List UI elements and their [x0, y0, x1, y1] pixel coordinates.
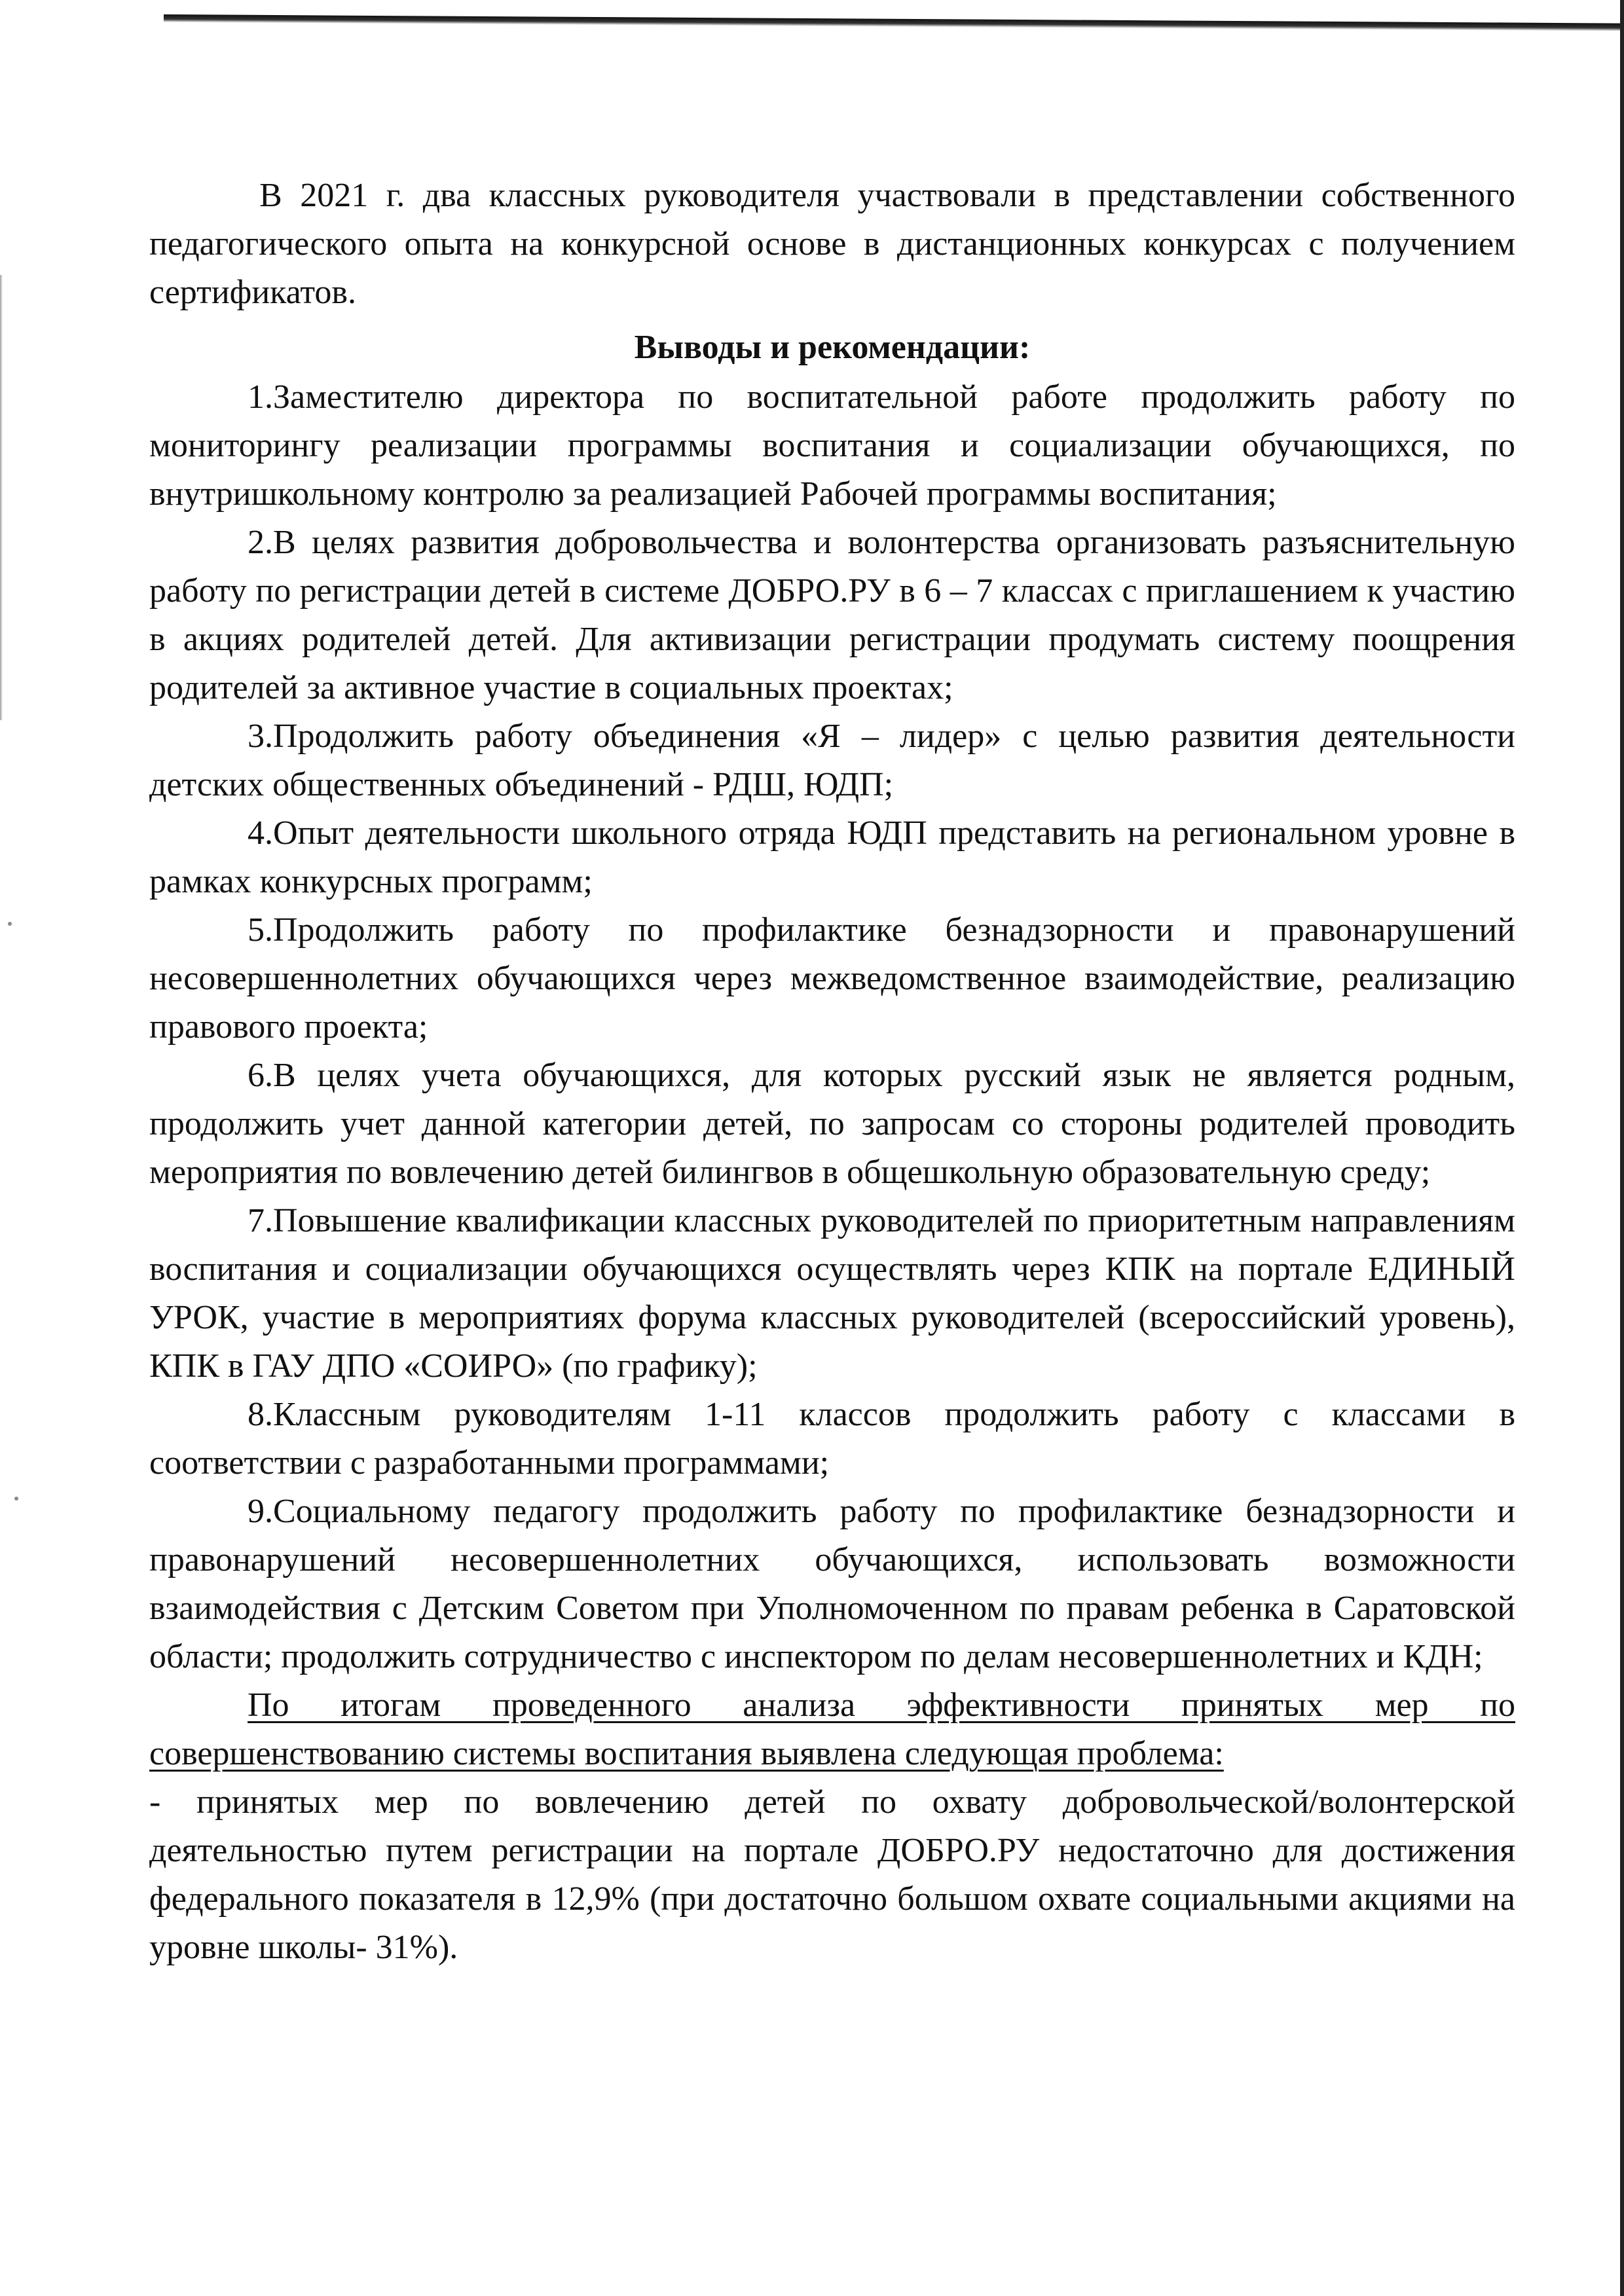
document-page	[149, 172, 1515, 1972]
scan-shadow-left	[0, 275, 3, 720]
problem-intro: По итогам проведенного анализа эффективности принятых мер по совершенствованию системы воспитания выявлена следующая проблема:	[149, 1686, 1515, 1772]
recommendation-item: 6.В целях учета обучающихся, для которых русский язык не является родным, продолжить учет данной категории детей, по запросам со стороны родителей проводить мероприятия по вовлечению детей билингвов в общешкольную образовательную среду;	[149, 1057, 1515, 1191]
problem-statement: - принятых мер по вовлечению детей по охвату добровольческой/волонтерской деятельностью путем регистрации на портале ДОБРО.РУ недостаточно для достижения федерального показателя в 12,9% (при достаточно большом охвате социальными акциями на уровне школы- 31%).	[149, 1783, 1515, 1966]
intro-paragraph: В 2021 г. два классных руководителя участвовали в представлении собственного педагогического опыта на конкурсной основе в дистанционных конкурсах с получением сертификатов.	[149, 177, 1515, 311]
scan-speck	[8, 922, 12, 926]
scan-shadow-right	[1620, 0, 1624, 2296]
recommendation-item: 3.Продолжить работу объединения «Я – лидер» с целью развития деятельности детских общественных объединений - РДШ, ЮДП;	[149, 718, 1515, 803]
recommendation-item: 2.В целях развития добровольчества и волонтерства организовать разъяснительную работу по регистрации детей в системе ДОБРО.РУ в 6 – 7 классах с приглашением к участию в акциях родителей детей. Для активизации регистрации продумать систему поощрения родителей за активное участие в социальных проектах;	[149, 524, 1515, 706]
scan-shadow-top	[164, 14, 1624, 31]
recommendation-item: 4.Опыт деятельности школьного отряда ЮДП представить на региональном уровне в рамках конкурсных программ;	[149, 814, 1515, 900]
recommendation-item: 7.Повышение квалификации классных руководителей по приоритетным направлениям воспитания и социализации обучающихся осуществлять через КПК на портале ЕДИНЫЙ УРОК, участие в мероприятиях форума классных руководителей (всероссийский уровень), КПК в ГАУ ДПО «СОИРО» (по графику);	[149, 1202, 1515, 1385]
section-heading: Выводы и рекомендации:	[634, 329, 1031, 366]
recommendation-item: 5.Продолжить работу по профилактике безнадзорности и правонарушений несовершеннолетних обучающихся через межведомственное взаимодействие, реализацию правового проекта;	[149, 911, 1515, 1046]
recommendation-item: 9.Социальному педагогу продолжить работу по профилактике безнадзорности и правонарушений несовершеннолетних обучающихся, использовать возможности взаимодействия с Детским Советом при Уполномоченном по правам ребенка в Саратовской области; продолжить сотрудничество с инспектором по делам несовершеннолетних и КДН;	[149, 1493, 1515, 1675]
scan-speck	[14, 1497, 18, 1501]
recommendation-item: 8.Классным руководителям 1-11 классов продолжить работу с классами в соответствии с разработанными программами;	[149, 1396, 1515, 1482]
recommendation-item: 1.Заместителю директора по воспитательной работе продолжить работу по мониторингу реализации программы воспитания и социализации обучающихся, по внутришкольному контролю за реализацией Рабочей программы воспитания;	[149, 378, 1515, 513]
